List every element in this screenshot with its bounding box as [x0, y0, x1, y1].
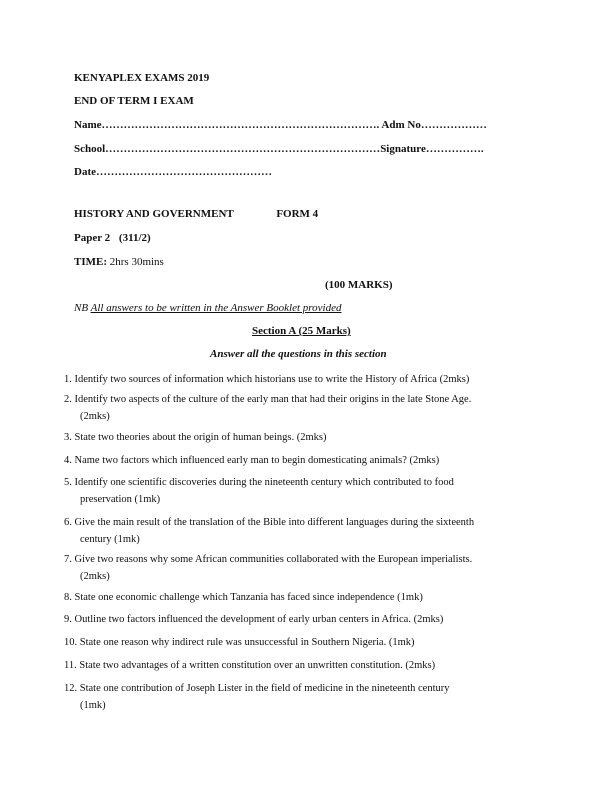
question-11: [64, 657, 554, 674]
question-5: [64, 474, 554, 508]
nb-text: All answers to be written in the Answer Booklet provided: [90, 302, 342, 314]
question-10: [64, 634, 554, 651]
question-continuation: (2mks): [80, 411, 110, 422]
school-signature-line: [74, 143, 484, 156]
signature-field[interactable]: Signature…………….: [380, 143, 484, 155]
question-8: [64, 589, 554, 606]
total-marks: (100 MARKS): [325, 279, 393, 291]
form: FORM 4: [276, 208, 319, 220]
time-line: [74, 256, 164, 269]
question-text: 12. State one contribution of Joseph Lister in the field of medicine in the nineteenth century: [64, 683, 450, 694]
question-text: 6. Give the main result of the translation of the Bible into different languages during the sixteenth: [64, 517, 475, 528]
question-6: [64, 514, 554, 548]
exam-title: END OF TERM I EXAM: [74, 95, 194, 107]
question-text: 5. Identify one scientific discoveries during the nineteenth century which contributed to food: [64, 477, 454, 488]
question-text: 4. Name two factors which influenced early man to begin domesticating animals? (2mks): [64, 455, 440, 466]
date-field[interactable]: Date…………………………………………: [74, 166, 272, 178]
question-7: [64, 551, 554, 585]
section-title: Section A (25 Marks): [252, 325, 351, 337]
section-instruction: Answer all the questions in this section: [210, 348, 387, 360]
question-4: [64, 452, 554, 469]
paper-label: Paper 2: [74, 232, 111, 244]
question-3: [64, 429, 554, 446]
question-text: 8. State one economic challenge which Tanzania has faced since independence (1mk): [64, 592, 423, 603]
question-12: [64, 680, 554, 714]
name-field[interactable]: Name………………………………………………………………….: [74, 119, 380, 131]
subject: HISTORY AND GOVERNMENT: [74, 208, 234, 220]
question-text: 11. State two advantages of a written constitution over an unwritten constitution. (2mks): [64, 660, 436, 671]
question-text: 9. Outline two factors influenced the development of early urban centers in Africa. (2mks): [64, 614, 444, 625]
question-text: 2. Identify two aspects of the culture of the early man that had their origins in the late Stone Age.: [64, 394, 472, 405]
school-field[interactable]: School…………………………………………………………………: [74, 143, 381, 155]
question-text: 1. Identify two sources of information which historians use to write the History of Africa (2mks): [64, 374, 470, 385]
question-2: [64, 391, 554, 425]
adm-no-field[interactable]: Adm No………………: [381, 119, 487, 131]
question-continuation: preservation (1mk): [80, 494, 161, 505]
question-continuation: century (1mk): [80, 534, 140, 545]
time-value: 2hrs 30mins: [109, 256, 164, 268]
question-continuation: (1mk): [80, 700, 106, 711]
question-text: 3. State two theories about the origin of human beings. (2mks): [64, 432, 327, 443]
name-adm-line: [74, 119, 487, 132]
question-9: [64, 611, 554, 628]
nb-label: NB: [74, 302, 89, 314]
question-1: [64, 371, 554, 388]
question-text: 7. Give two reasons why some African communities collaborated with the European imperialists.: [64, 554, 473, 565]
question-text: 10. State one reason why indirect rule was unsuccessful in Southern Nigeria. (1mk): [64, 637, 415, 648]
paper-code: (311/2): [118, 232, 151, 244]
paper-line: [74, 232, 151, 245]
exam-org: KENYAPLEX EXAMS 2019: [74, 72, 210, 84]
nb-line: [74, 302, 341, 315]
time-label: TIME:: [74, 256, 107, 268]
subject-line: [74, 208, 318, 221]
question-continuation: (2mks): [80, 571, 110, 582]
